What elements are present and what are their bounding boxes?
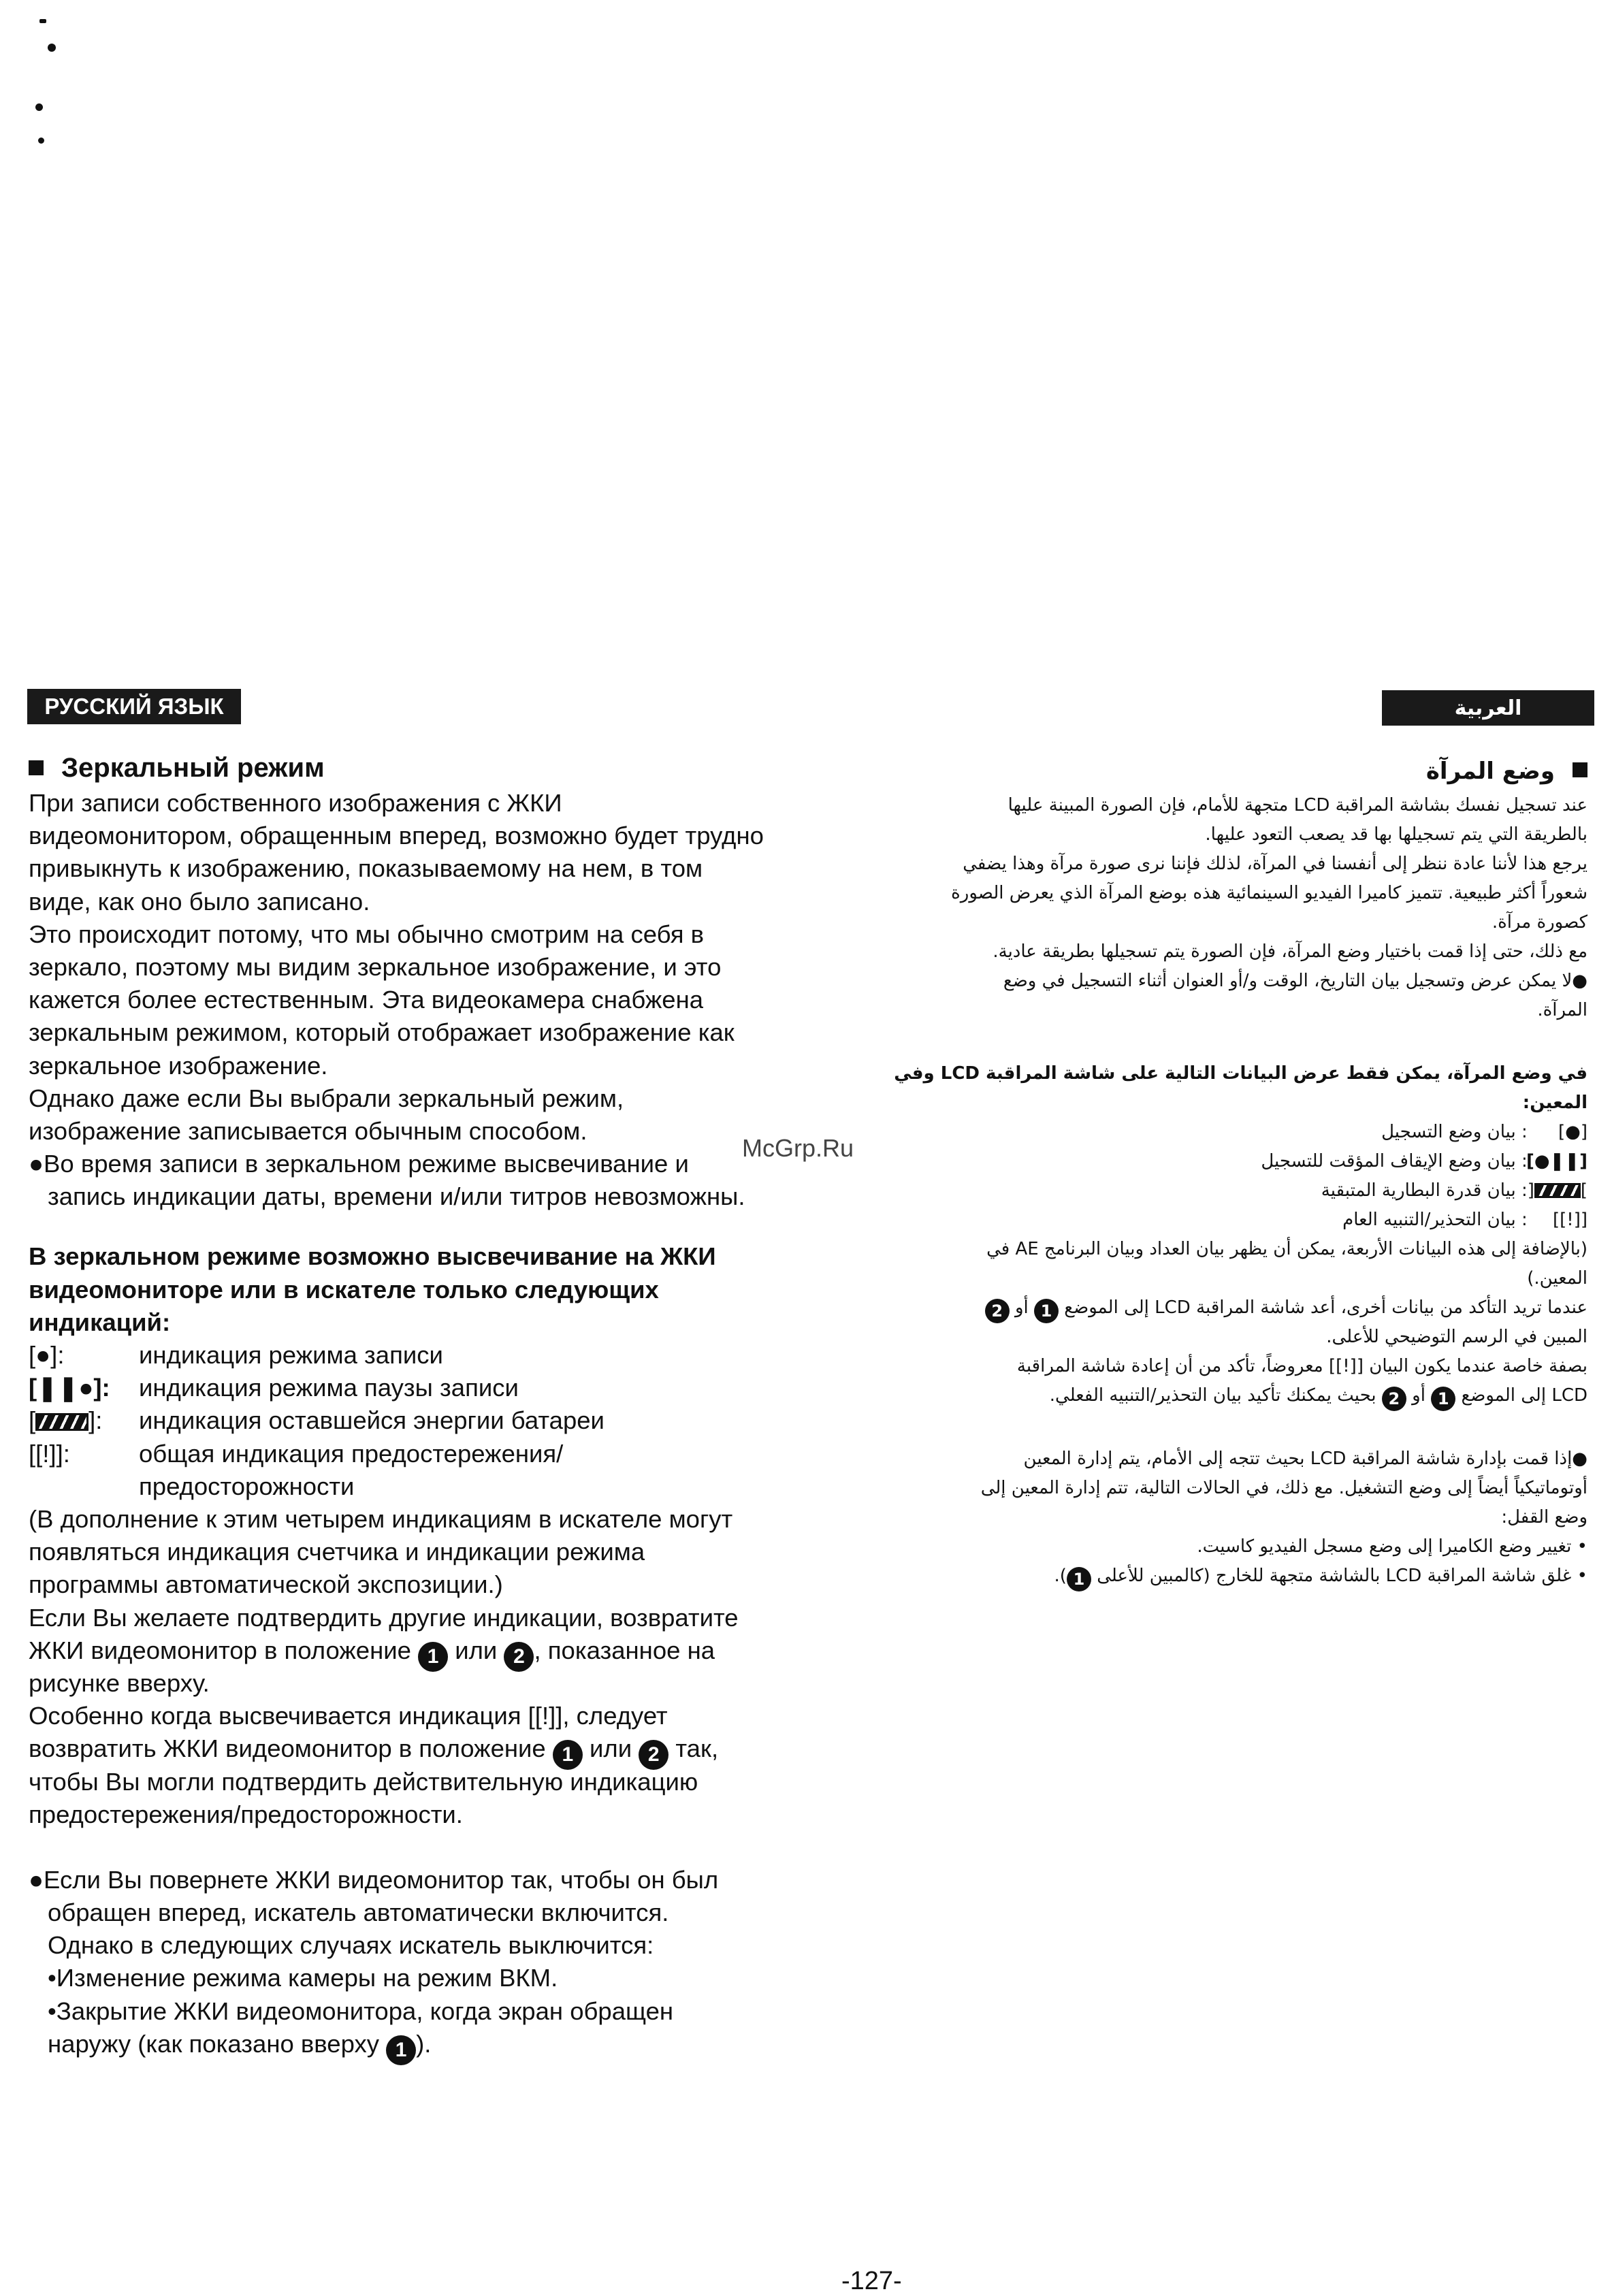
section-heading: Зеркальный режим <box>29 751 873 787</box>
text-line: ●Во время записи в зеркальном режиме высвечивание и <box>29 1150 689 1178</box>
text-line: المعين.) <box>1527 1268 1587 1289</box>
text-line: • غلق شاشة المراقبة LCD بالشاشة متجهة للخارج (كالمبين للأعلى 1). <box>920 1562 1587 1591</box>
position-1-icon: 1 <box>1034 1299 1059 1323</box>
text-line: зеркало, поэтому мы видим зеркальное изображение, и это <box>29 952 722 981</box>
text-line: (В дополнение к этим четырем индикациям в искателе могут <box>29 1505 733 1534</box>
text-line: зеркальное изображение. <box>29 1051 328 1080</box>
indicator-row: [[!]] : بيان التحذير/التنبيه العام <box>1342 1210 1587 1230</box>
text-line: (بالإضافة إلى هذه البيانات الأربعة، يمكن أن يظهر بيان العداد وبيان البرنامج AE في <box>986 1239 1587 1259</box>
text-line: зеркальным режимом, который отображает изображение как <box>29 1018 735 1047</box>
text-line: кажется более естественным. Эта видеокамера снабжена <box>29 986 704 1014</box>
square-bullet-icon <box>29 760 44 775</box>
corner-mark <box>39 19 46 23</box>
text-line: أوتوماتيكياً أيضاً إلى وضع التشغيل. مع ذلك، في الحالات التالية، تتم إدارة المعين إلى <box>980 1478 1587 1498</box>
indicator-row: ][ : بيان قدرة البطارية المتبقية <box>1321 1180 1587 1201</box>
arabic-section <box>894 757 1587 1591</box>
position-2-icon: 2 <box>985 1299 1010 1323</box>
text-line: изображение записывается обычным способом. <box>29 1116 587 1145</box>
indicator-row: [●]: индикация режима записи <box>29 1341 443 1369</box>
text-line: чтобы Вы могли подтвердить действительную индикацию <box>29 1767 698 1796</box>
text-line: • تغيير وضع الكاميرا إلى وضع مسجل الفيديو كاسيت. <box>1197 1536 1587 1557</box>
additional-indications-paragraph-arabic <box>920 1235 1587 1293</box>
viewfinder-bullet-arabic <box>920 1444 1587 1562</box>
section-heading-arabic: وضع المرآة <box>920 757 1587 791</box>
language-badge-russian: РУССКИЙ ЯЗЫК <box>27 689 241 724</box>
text-line: •Закрытие ЖКИ видеомонитора, когда экран обращен <box>48 1996 674 2025</box>
text-line: Однако даже если Вы выбрали зеркальный режим, <box>29 1084 624 1112</box>
watermark: McGrp.Ru <box>742 1134 854 1162</box>
text-line: المرآة. <box>1537 1000 1587 1020</box>
indicators-subheading <box>29 1240 873 1339</box>
text-line: запись индикации даты, времени и/или титров невозможны. <box>48 1182 745 1211</box>
text-line: بصفة خاصة عندما يكون البيان [[!]] معروضاً، تأكد من أن إعادة شاشة المراقبة <box>1016 1356 1587 1376</box>
text-line: بالطريقة التي يتم تسجيلها بها قد يصعب التعود عليها. <box>1205 824 1587 845</box>
text-line: ЖКИ видеомонитор в положение 1 или 2 , показанное на <box>29 1634 873 1667</box>
text-line: При записи собственного изображения с ЖКИ <box>29 789 562 817</box>
text-line: возвратить ЖКИ видеомонитор в положение 1 или 2 так, <box>29 1732 873 1765</box>
corner-mark <box>48 44 56 52</box>
text-line: Если Вы желаете подтвердить другие индикации, возвратите <box>29 1603 739 1632</box>
intro-paragraph <box>29 787 873 1148</box>
text-line: виде, как оно было записано. <box>29 887 370 916</box>
position-1-icon: 1 <box>1067 1567 1091 1591</box>
indicator-row: [[!]]: общая индикация предостережения/ <box>29 1439 564 1468</box>
text-line: Это происходит потому, что мы обычно смотрим на себя в <box>29 920 705 948</box>
text-line: كصورة مرآة. <box>1492 912 1587 933</box>
russian-section <box>29 751 873 2060</box>
text-line: ●Если Вы повернете ЖКИ видеомонитор так, чтобы он был <box>29 1865 719 1894</box>
text-line: يرجع هذا لأننا عادة ننظر إلى أنفسنا في المرآة، لذلك فإننا نرى صورة مرآة وهذا يضفي <box>963 854 1587 874</box>
text-line: видеомониторе или в искателе только следующих <box>29 1275 659 1304</box>
indicator-row: предосторожности <box>139 1472 355 1500</box>
viewfinder-bullet <box>29 1864 873 2028</box>
position-1-icon: 1 <box>386 2035 416 2065</box>
text-line: مع ذلك، حتى إذا قمت باختيار وضع المرآة، فإن الصورة يتم تسجيلها بطريقة عادية. <box>993 941 1587 962</box>
text-line: عند تسجيل نفسك بشاشة المراقبة LCD متجهة للأمام، فإن الصورة المبينة عليها <box>1007 795 1587 815</box>
text-line: появляться индикация счетчика и индикации режима <box>29 1538 645 1566</box>
language-badge-arabic: العربية <box>1382 690 1594 726</box>
position-1-icon: 1 <box>418 1642 448 1672</box>
indicator-row: [●] : بيان وضع التسجيل <box>1381 1122 1587 1142</box>
intro-paragraph-arabic <box>920 791 1587 1025</box>
page-number: -127- <box>841 2267 902 2295</box>
text-line: наружу (как показано вверху 1 ). <box>29 2028 873 2060</box>
indicator-row: [❚❚●]: индикация режима паузы записи <box>29 1374 519 1402</box>
text-line: Однако в следующих случаях искатель выключится: <box>48 1931 654 1960</box>
text-line: شعوراً أكثر طبيعية. تتميز كاميرا الفيديو السينمائية هذه بوضع المرآة الذي يعرض الصورة <box>951 883 1587 903</box>
battery-icon <box>35 1413 88 1431</box>
text-line: وضع القفل: <box>1501 1507 1587 1527</box>
position-1-icon: 1 <box>1431 1387 1455 1411</box>
indicator-row: [ ]: индикация оставшейся энергии батареи <box>29 1406 604 1435</box>
square-bullet-icon <box>1573 762 1587 777</box>
position-2-icon: 2 <box>504 1642 534 1672</box>
corner-mark <box>35 103 43 111</box>
text-line: ●إذا قمت بإدارة شاشة المراقبة LCD بحيث تتجه إلى الأمام، يتم إدارة المعين <box>1023 1449 1587 1469</box>
text-line: видеомонитором, обращенным вперед, возможно будет трудно <box>29 822 764 850</box>
text-line: В зеркальном режиме возможно высвечивание на ЖКИ <box>29 1242 716 1271</box>
text-line: عندما تريد التأكد من بيانات أخرى، أعد شاشة المراقبة LCD إلى الموضع 1 أو 2 <box>920 1293 1587 1323</box>
text-line: рисунке вверху. <box>29 1668 210 1697</box>
additional-indications-paragraph <box>29 1503 873 1634</box>
text-line: في وضع المرآة، يمكن فقط عرض البيانات التالية على شاشة المراقبة LCD وفي <box>894 1063 1587 1084</box>
corner-mark <box>38 138 44 144</box>
battery-icon <box>1534 1183 1581 1198</box>
text-line: обращен вперед, искатель автоматически включится. <box>48 1898 669 1927</box>
text-line: LCD إلى الموضع 1 أو 2 بحيث يمكنك تأكيد بيان التحذير/التنبيه الفعلي. <box>920 1381 1587 1410</box>
text-line: индикаций: <box>29 1308 171 1336</box>
position-2-icon: 2 <box>1382 1387 1406 1411</box>
indicator-row: [❚❚●] : بيان وضع الإيقاف المؤقت للتسجيل <box>1261 1151 1587 1171</box>
text-line: •Изменение режима камеры на режим ВКМ. <box>48 1964 558 1992</box>
text-line: Особенно когда высвечивается индикация [[!]], следует <box>29 1702 668 1730</box>
position-1-icon: 1 <box>553 1740 583 1770</box>
text-line: привыкнуть к изображению, показываемому на нем, в том <box>29 854 703 883</box>
text-line: المعين: <box>1522 1093 1587 1113</box>
text-line: ●لا يمكن عرض وتسجيل بيان التاريخ، الوقت و/أو العنوان أثناء التسجيل في وضع <box>1003 971 1587 991</box>
text-line: المبين في الرسم التوضيحي للأعلى. <box>1326 1327 1587 1347</box>
indicators-subheading-arabic <box>894 1059 1587 1118</box>
text-line: предостережения/предосторожности. <box>29 1800 463 1828</box>
position-2-icon: 2 <box>639 1740 668 1770</box>
text-line: программы автоматической экспозиции.) <box>29 1570 503 1599</box>
